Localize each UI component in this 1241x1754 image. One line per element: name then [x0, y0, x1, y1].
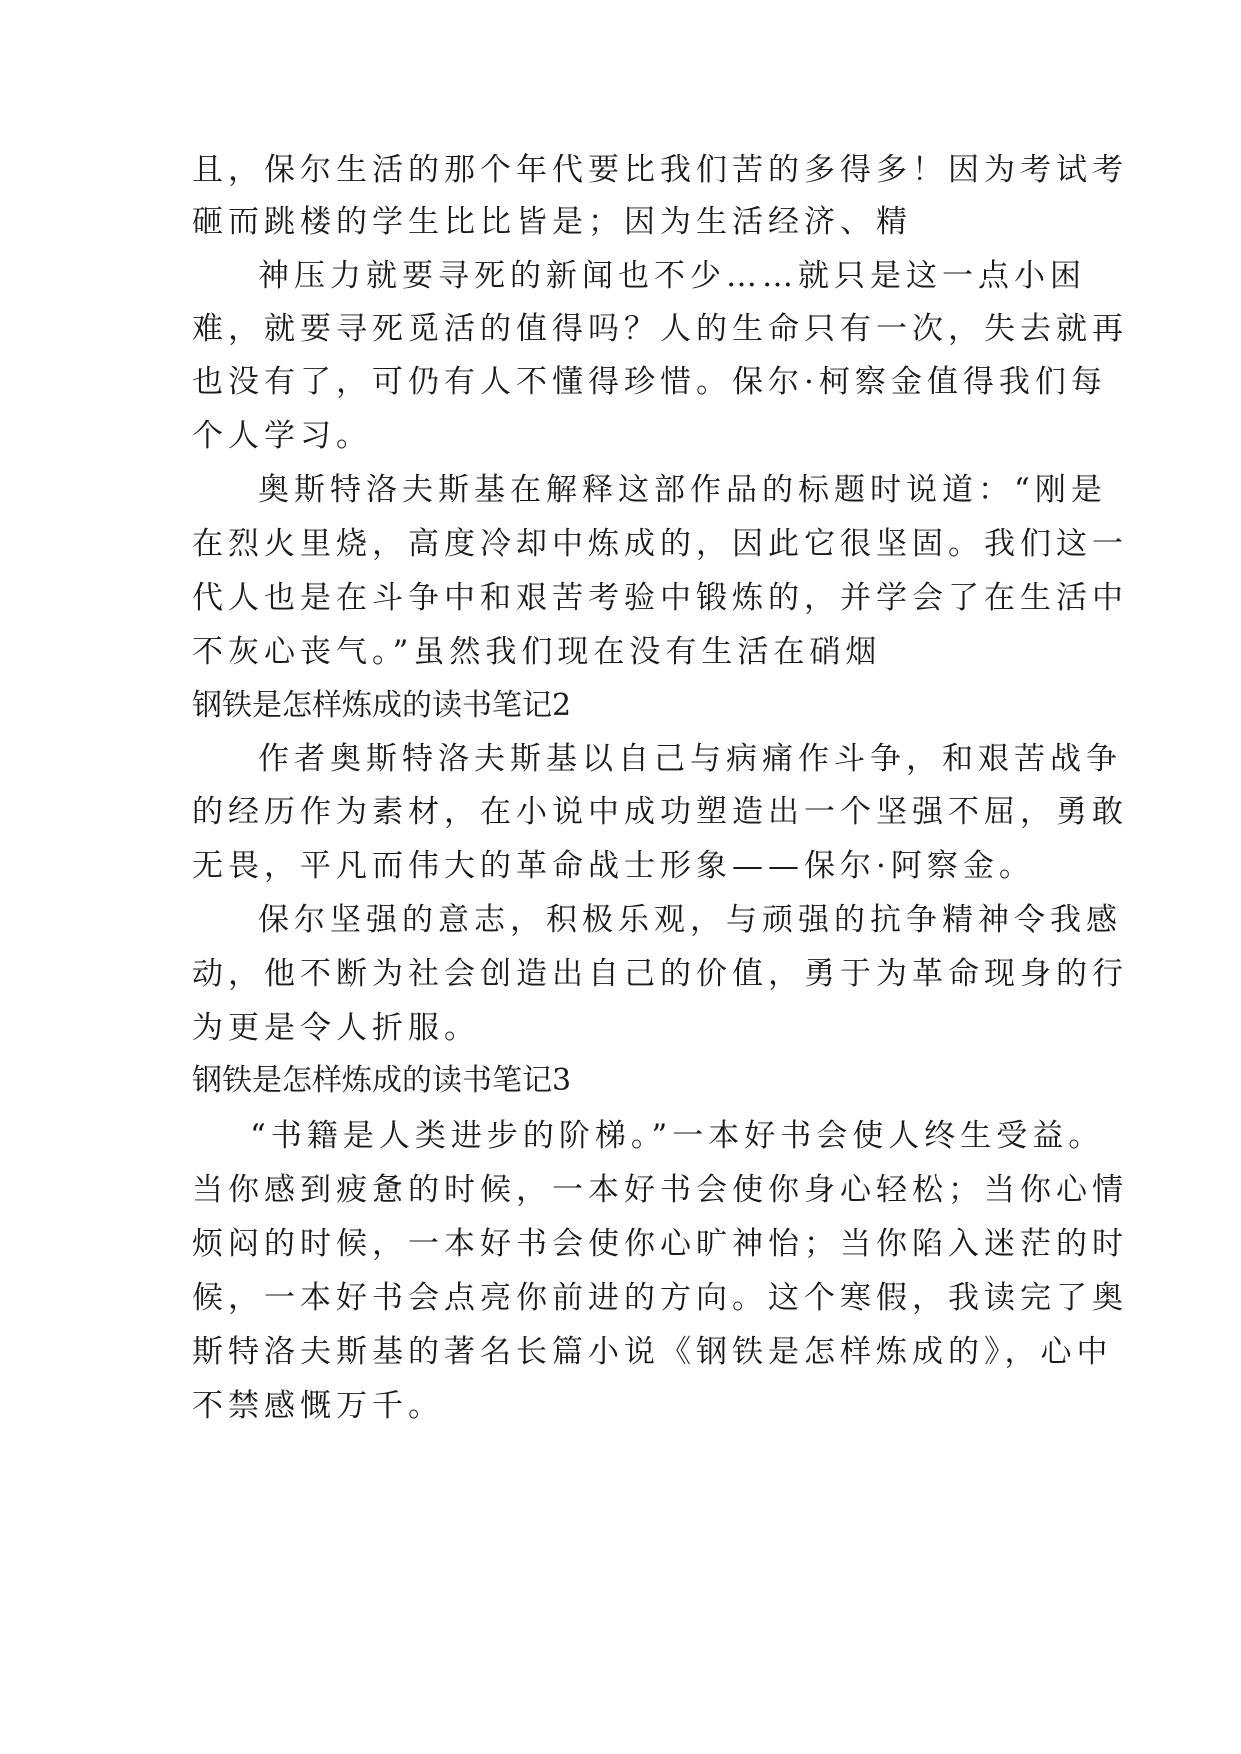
- body-text-line: 不灰心丧气。”虽然我们现在没有生活在硝烟: [192, 634, 882, 670]
- body-text-line: “书籍是人类进步的阶梯。”一本好书会使人终生受益。: [250, 1118, 1105, 1154]
- body-text-line: 个人学习。: [192, 418, 372, 454]
- body-text-line: 保尔坚强的意志，积极乐观，与顽强的抗争精神令我感: [258, 902, 1122, 938]
- body-text-line: 难，就要寻死觅活的值得吗？人的生命只有一次，失去就再: [192, 311, 1128, 347]
- body-text-line: 的经历作为素材，在小说中成功塑造出一个坚强不屈，勇敢: [192, 794, 1128, 830]
- body-text-line: 候，一本好书会点亮你前进的方向。这个寒假，我读完了奥: [192, 1280, 1128, 1316]
- body-text-line: 砸而跳楼的学生比比皆是；因为生活经济、精: [192, 204, 912, 240]
- body-text-line: 当你感到疲惫的时候，一本好书会使你身心轻松；当你心情: [192, 1172, 1128, 1208]
- body-text-line: 不禁感慨万千。: [192, 1388, 444, 1424]
- body-text-line: 奥斯特洛夫斯基在解释这部作品的标题时说道：“刚是: [258, 472, 1107, 508]
- body-text-line: 且，保尔生活的那个年代要比我们苦的多得多！因为考试考: [192, 152, 1128, 188]
- body-text-line: 在烈火里烧，高度冷却中炼成的，因此它很坚固。我们这一: [192, 526, 1128, 562]
- body-text-line: 代人也是在斗争中和艰苦考验中锻炼的，并学会了在生活中: [192, 580, 1128, 616]
- body-text-line: 作者奥斯特洛夫斯基以自己与病痛作斗争，和艰苦战争: [258, 741, 1122, 777]
- body-text-line: 神压力就要寻死的新闻也不少……就只是这一点小困: [258, 258, 1086, 294]
- body-text-line: 为更是令人折服。: [192, 1010, 480, 1046]
- body-text-line: 无畏，平凡而伟大的革命战士形象——保尔·阿察金。: [192, 848, 1035, 884]
- body-text-line: 也没有了，可仍有人不懂得珍惜。保尔·柯察金值得我们每: [192, 364, 1107, 400]
- section-heading: 钢铁是怎样炼成的读书笔记3: [192, 1063, 572, 1098]
- body-text-line: 烦闷的时候，一本好书会使你心旷神怡；当你陷入迷茫的时: [192, 1226, 1128, 1262]
- body-text-line: 斯特洛夫斯基的著名长篇小说《钢铁是怎样炼成的》，心中: [192, 1334, 1113, 1370]
- body-text-line: 动，他不断为社会创造出自己的价值，勇于为革命现身的行: [192, 956, 1128, 992]
- section-heading: 钢铁是怎样炼成的读书笔记2: [192, 688, 572, 723]
